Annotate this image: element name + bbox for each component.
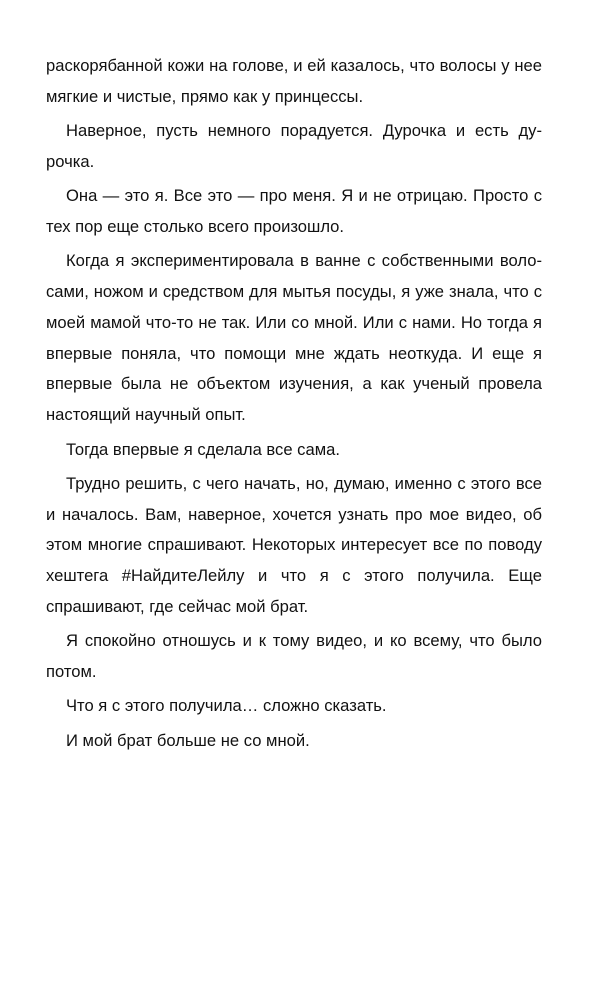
paragraph: Что я с этого получила… сложно сказать. <box>66 696 387 716</box>
paragraph: Трудно решить, с чего начать, но, думаю, именно с этого все и началось. Вам, наверное, хочется узнать про мое видео, об этом многие спрашивают. Некоторых интересует все по поводу хештега #НайдитеЛейлу и что я с этого получила. Еще спрашивают, где сейчас мой брат. <box>46 473 542 617</box>
page-text <box>46 51 542 760</box>
paragraph-continuation: раскорябанной кожи на голове, и ей казалось, что волосы у нее мягкие и чистые, прямо как у принцессы. <box>46 56 542 106</box>
paragraph: И мой брат больше не со мной. <box>66 730 310 750</box>
paragraph: Я спокойно отношусь и к тому видео, и ко всему, что было потом. <box>46 631 542 682</box>
paragraph: Тогда впервые я сделала все сама. <box>66 439 340 459</box>
paragraph: Когда я экспериментировала в ванне с собственными волосами, ножом и средством для мытья посуды, я уже знала, что с моей мамой что-то не так. Или со мной. Или с нами. Но тогда я впервые поняла, что помощи мне ждать неоткуда. И еще я впервые была не объектом изучения, а как ученый провела настоящий научный опыт. <box>46 251 542 425</box>
paragraph: Наверное, пусть немного порадуется. Дурочка и есть дурочка. <box>46 121 542 171</box>
paragraph: Она — это я. Все это — про меня. Я и не отрицаю. Просто с тех пор еще столько всего произошло. <box>46 186 542 236</box>
